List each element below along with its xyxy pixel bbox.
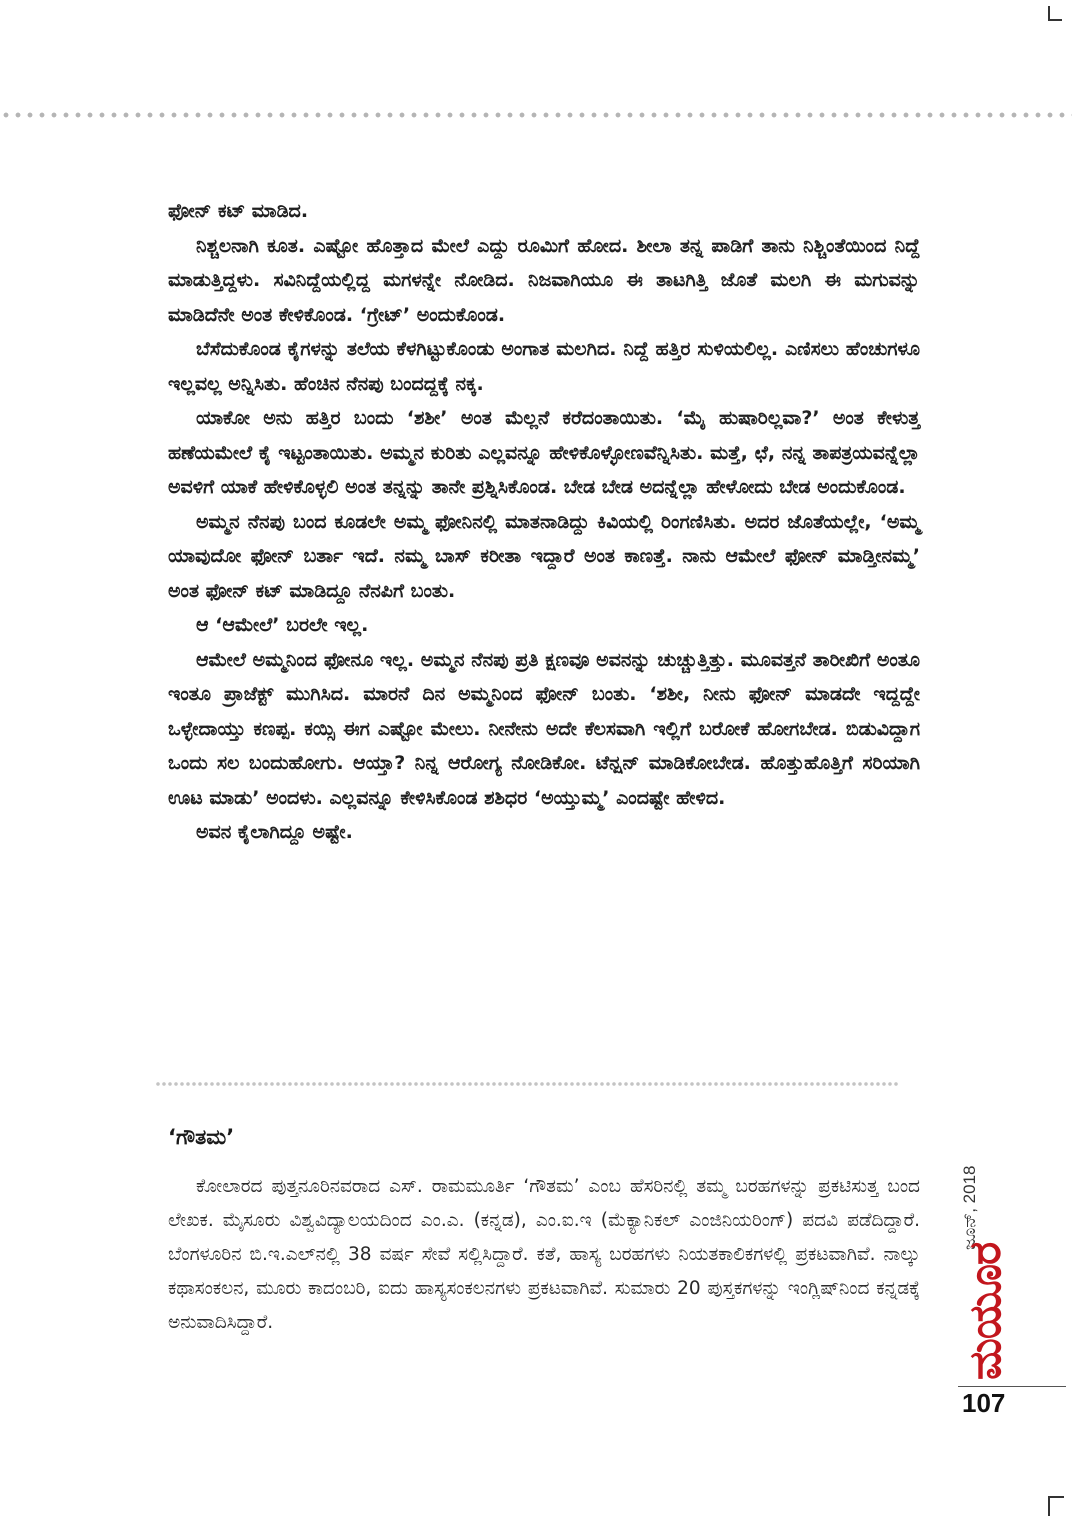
top-dotted-divider (0, 111, 1072, 119)
magazine-logo: ಮಯೂರ (960, 1242, 1011, 1380)
story-paragraph: ಬೆಸೆದುಕೊಂಡ ಕೈಗಳನ್ನು ತಲೆಯ ಕೆಳಗಿಟ್ಟುಕೊಂಡು ಅಂಗಾತ ಮಲಗಿದ. ನಿದ್ದೆ ಹತ್ತಿರ ಸುಳಿಯಲಿಲ್ಲ. ಎಣಿಸಲು ಹೆಂಚುಗಳೂ ಇಲ್ಲವಲ್ಲ ಅನ್ನಿಸಿತು. ಹೆಂಚಿನ ನೆನಪು ಬಂದದ್ದಕ್ಕೆ ನಕ್ಕ. (168, 338, 920, 395)
section-dotted-divider (155, 1081, 900, 1087)
author-bio-text: ಕೋಲಾರದ ಪುತ್ತನೂರಿನವರಾದ ಎಸ್. ರಾಮಮೂರ್ತಿ ‘ಗೌತಮ’ ಎಂಬ ಹೆಸರಿನಲ್ಲಿ ತಮ್ಮ ಬರಹಗಳನ್ನು ಪ್ರಕಟಿಸುತ್ತ ಬಂದ ಲೇಖಕ. ಮೈಸೂರು ವಿಶ್ವವಿದ್ಯಾಲಯದಿಂದ ಎಂ.ಎ. (ಕನ್ನಡ), ಎಂ.ಐ.ಇ (ಮೆಕ್ಯಾನಿಕಲ್ ಎಂಜಿನಿಯರಿಂಗ್) ಪದವಿ ಪಡೆದಿದ್ದಾರೆ. ಬೆಂಗಳೂರಿನ ಬಿ.ಇ.ಎಲ್‌ನಲ್ಲಿ 38 ವರ್ಷ ಸೇವೆ ಸಲ್ಲಿಸಿದ್ದಾರೆ. ಕತೆ, ಹಾಸ್ಯ ಬರಹಗಳು ನಿಯತಕಾಲಿಕಗಳಲ್ಲಿ ಪ್ರಕಟವಾಗಿವೆ. ನಾಲ್ಕು ಕಥಾಸಂಕಲನ, ಮೂರು ಕಾದಂಬರಿ, ಐದು ಹಾಸ್ಯಸಂಕಲನಗಳು ಪ್ರಕಟವಾಗಿವೆ. ಸುಮಾರು 20 ಪುಸ್ತಕಗಳನ್ನು ಇಂಗ್ಲಿಷ್‌ನಿಂದ ಕನ್ನಡಕ್ಕೆ ಅನುವಾದಿಸಿದ್ದಾರೆ. (168, 1176, 920, 1333)
crop-mark-top-right-h (1048, 19, 1062, 21)
page-number: 107 (962, 1388, 1006, 1418)
story-paragraph: ನಿಶ್ಚಲನಾಗಿ ಕೂತ. ಎಷ್ಟೋ ಹೊತ್ತಾದ ಮೇಲೆ ಎದ್ದು ರೂಮಿಗೆ ಹೋದ. ಶೀಲಾ ತನ್ನ ಪಾಡಿಗೆ ತಾನು ನಿಶ್ಚಿಂತೆಯಿಂದ ನಿದ್ದೆ ಮಾಡುತ್ತಿದ್ದಳು. ಸವಿನಿದ್ದೆಯಲ್ಲಿದ್ದ ಮಗಳನ್ನೇ ನೋಡಿದ. ನಿಜವಾಗಿಯೂ ಈ ತಾಟಗಿತ್ತಿ ಜೊತೆ ಮಲಗಿ ಈ ಮಗುವನ್ನು ಮಾಡಿದೆನೇ ಅಂತ ಕೇಳಿಕೊಂಡ. ‘ಗ್ರೇಟ್’ ಅಂದುಕೊಂಡ. (168, 234, 920, 326)
story-paragraph: ಆ ‘ಆಮೇಲೆ’ ಬರಲೇ ಇಲ್ಲ. (196, 614, 369, 636)
crop-mark-top-right (1048, 6, 1050, 20)
story-paragraph: ಅಮ್ಮನ ನೆನಪು ಬಂದ ಕೂಡಲೇ ಅಮ್ಮ ಫೋನಿನಲ್ಲಿ ಮಾತನಾಡಿದ್ದು ಕಿವಿಯಲ್ಲಿ ರಿಂಗಣಿಸಿತು. ಅದರ ಜೊತೆಯಲ್ಲೇ, ‘ಅಮ್ಮ ಯಾವುದೋ ಫೋನ್ ಬರ್ತಾ ಇದೆ. ನಮ್ಮ ಬಾಸ್ ಕರೀತಾ ಇದ್ದಾರೆ ಅಂತ ಕಾಣತ್ತೆ. ನಾನು ಆಮೇಲೆ ಫೋನ್ ಮಾಡ್ತೀನಮ್ಮ’ ಅಂತ ಫೋನ್ ಕಟ್ ಮಾಡಿದ್ದೂ ನೆನಪಿಗೆ ಬಂತು. (168, 510, 920, 602)
story-body (168, 194, 920, 850)
page-number-rule (958, 1386, 1066, 1387)
story-paragraph: ಯಾಕೋ ಅನು ಹತ್ತಿರ ಬಂದು ‘ಶಶೀ’ ಅಂತ ಮೆಲ್ಲನೆ ಕರೆದಂತಾಯಿತು. ‘ಮೈ ಹುಷಾರಿಲ್ಲವಾ?’ ಅಂತ ಕೇಳುತ್ತ ಹಣೆಯಮೇಲೆ ಕೈ ಇಟ್ಟಂತಾಯಿತು. ಅಮ್ಮನ ಕುರಿತು ಎಲ್ಲವನ್ನೂ ಹೇಳಿಕೊಳ್ಳೋಣವೆನ್ನಿಸಿತು. ಮತ್ತೆ, ಛೆ, ನನ್ನ ತಾಪತ್ರಯವನ್ನೆಲ್ಲಾ ಅವಳಿಗೆ ಯಾಕೆ ಹೇಳಿಕೊಳ್ಳಲಿ ಅಂತ ತನ್ನನ್ನು ತಾನೇ ಪ್ರಶ್ನಿಸಿಕೊಂಡ. ಬೇಡ ಬೇಡ ಅದನ್ನೆಲ್ಲಾ ಹೇಳೋದು ಬೇಡ ಅಂದುಕೊಂಡ. (168, 407, 920, 498)
story-paragraph: ಫೋನ್ ಕಟ್ ಮಾಡಿದ. (168, 200, 309, 222)
story-paragraph: ಅವನ ಕೈಲಾಗಿದ್ದೂ ಅಷ್ಟೇ. (196, 821, 353, 843)
author-bio-title: ‘ಗೌತಮ’ (168, 1125, 235, 1149)
crop-mark-bottom-right (1048, 1496, 1050, 1516)
story-paragraph: ಆಮೇಲೆ ಅಮ್ಮನಿಂದ ಫೋನೂ ಇಲ್ಲ. ಅಮ್ಮನ ನೆನಪು ಪ್ರತಿ ಕ್ಷಣವೂ ಅವನನ್ನು ಚುಚ್ಚುತ್ತಿತ್ತು. ಮೂವತ್ತನೆ ತಾರೀಖಿಗೆ ಅಂತೂ ಇಂತೂ ಪ್ರಾಜೆಕ್ಟ್ ಮುಗಿಸಿದ. ಮಾರನೆ ದಿನ ಅಮ್ಮನಿಂದ ಫೋನ್ ಬಂತು. ‘ಶಶೀ, ನೀನು ಫೋನ್ ಮಾಡದೇ ಇದ್ದದ್ದೇ ಒಳ್ಳೇದಾಯ್ತು ಕಣಪ್ಪ. ಕಯ್ಸಿ ಈಗ ಎಷ್ಟೋ ಮೇಲು. ನೀನೇನು ಅದೇ ಕೆಲಸವಾಗಿ ಇಲ್ಲಿಗೆ ಬರೋಕೆ ಹೋಗಬೇಡ. ಬಿಡುವಿದ್ದಾಗ ಒಂದು ಸಲ ಬಂದುಹೋಗು. ಆಯ್ತಾ? ನಿನ್ನ ಆರೋಗ್ಯ ನೋಡಿಕೋ. ಟೆನ್ಷನ್ ಮಾಡಿಕೋಬೇಡ. ಹೊತ್ತುಹೊತ್ತಿಗೆ ಸರಿಯಾಗಿ ಊಟ ಮಾಡು’ ಅಂದಳು. ಎಲ್ಲವನ್ನೂ ಕೇಳಿಸಿಕೊಂಡ ಶಶಿಧರ ‘ಅಯ್ತುಮ್ಮ’ ಎಂದಷ್ಟೇ ಹೇಳಿದ. (168, 648, 920, 809)
issue-date: ಜೂನ್, 2018 (960, 1165, 979, 1250)
crop-mark-bottom-right-h (1048, 1496, 1064, 1498)
